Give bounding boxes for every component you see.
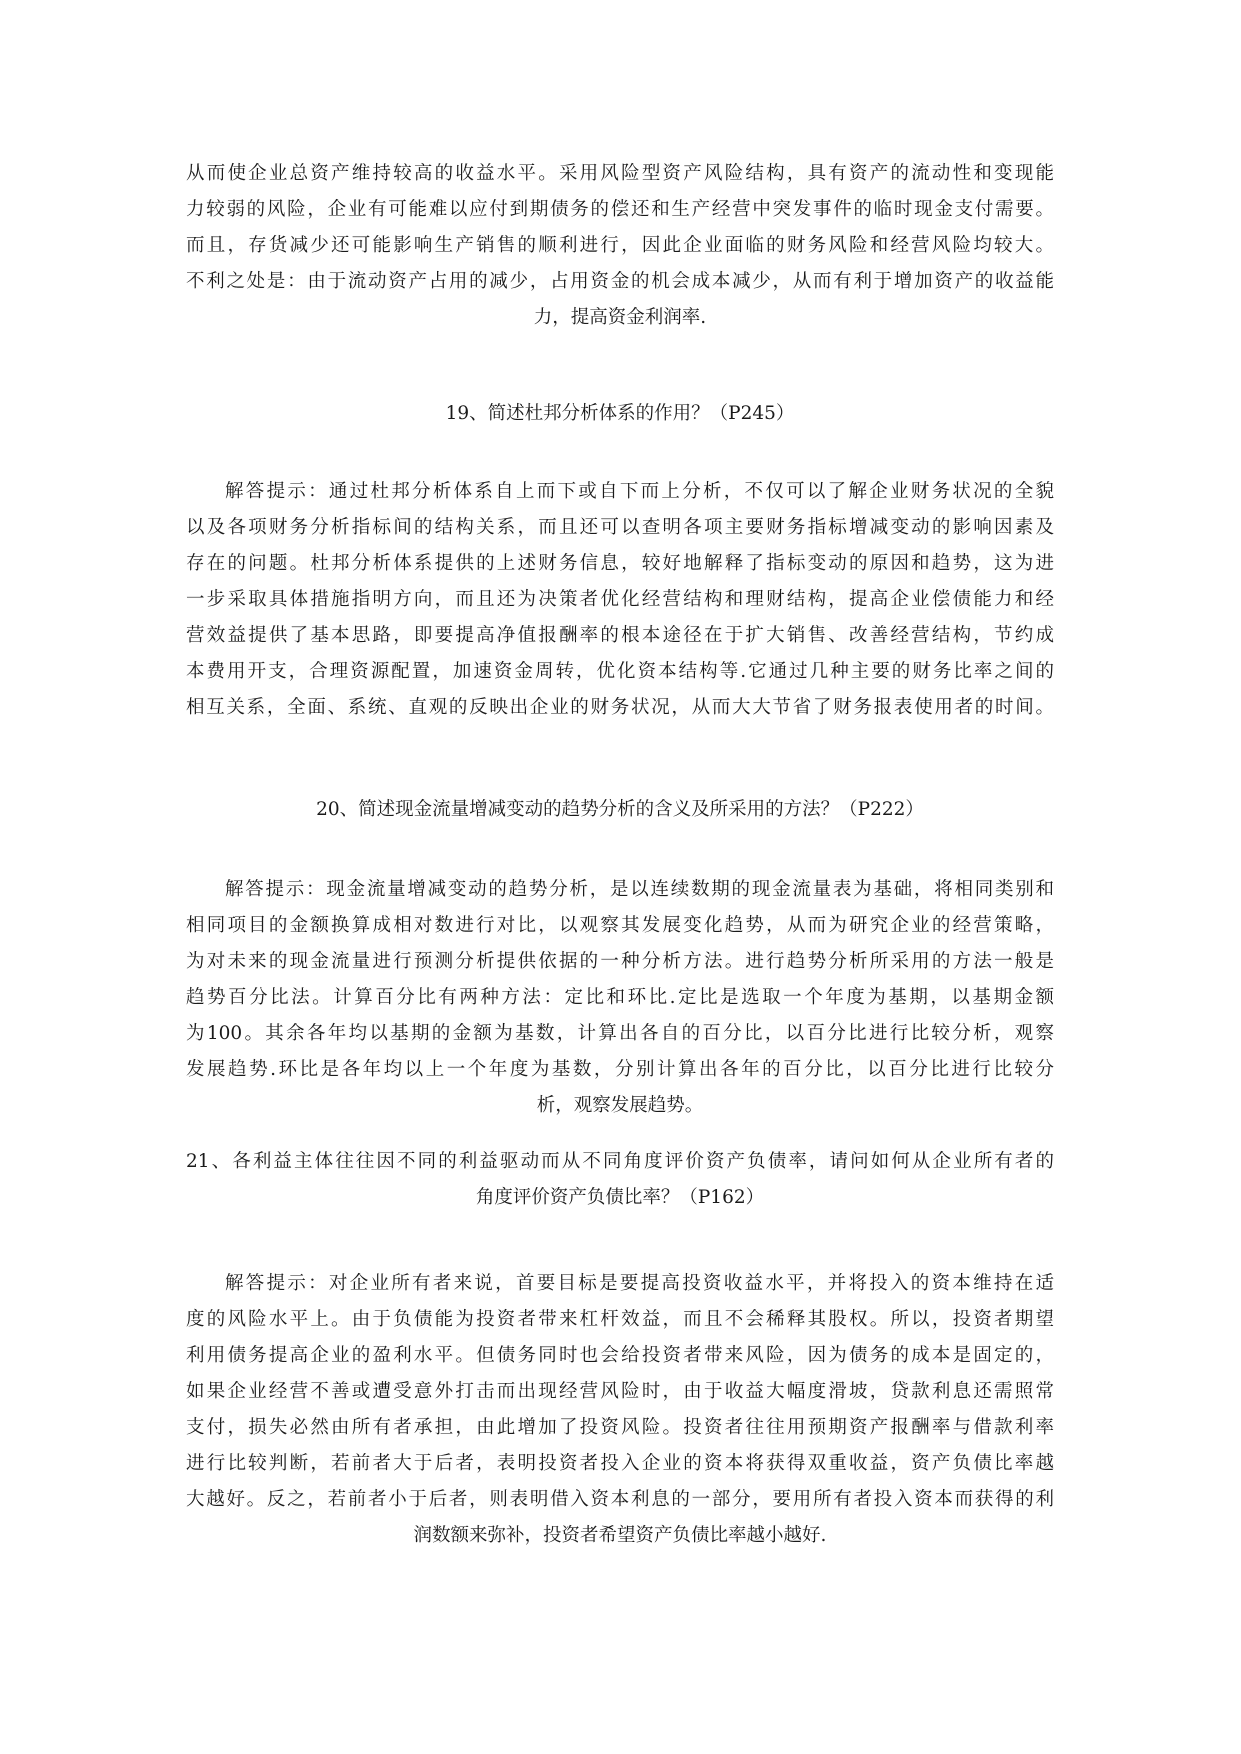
paragraph-line: 相互关系，全面、系统、直观的反映出企业的财务状况，从而大大节省了财务报表使用者的时间。 xyxy=(186,697,1054,718)
paragraph-line: 一步采取具体措施指明方向，而且还为决策者优化经营结构和理财结构，提高企业偿债能力和经 xyxy=(186,589,1054,610)
paragraph-line: 为100。其余各年均以基期的金额为基数，计算出各自的百分比，以百分比进行比较分析，观察 xyxy=(186,1023,1054,1044)
paragraph-line: 析，观察发展趋势。 xyxy=(536,1095,704,1116)
paragraph-line: 力，提高资金利润率. xyxy=(533,307,707,328)
paragraph-line: 趋势百分比法。计算百分比有两种方法：定比和环比.定比是选取一个年度为基期，以基期金额 xyxy=(186,987,1054,1008)
heading-line: 角度评价资产负债比率？（P162） xyxy=(475,1187,765,1208)
paragraph-line: 营效益提供了基本思路，即要提高净值报酬率的根本途径在于扩大销售、改善经营结构，节约成 xyxy=(186,625,1054,646)
question-20-heading: 20、简述现金流量增减变动的趋势分析的含义及所采用的方法？（P222） xyxy=(316,799,924,820)
question-20-answer xyxy=(186,872,1054,1124)
paragraph-line: 度的风险水平上。由于负债能为投资者带来杠杆效益，而且不会稀释其股权。所以，投资者期望 xyxy=(186,1309,1054,1330)
paragraph-line: 大越好。反之，若前者小于后者，则表明借入资本利息的一部分，要用所有者投入资本而获得的利 xyxy=(186,1489,1054,1510)
paragraph-line: 发展趋势.环比是各年均以上一个年度为基数，分别计算出各年的百分比，以百分比进行比较分 xyxy=(186,1059,1054,1080)
heading-line: 21、各利益主体往往因不同的利益驱动而从不同角度评价资产负债率，请问如何从企业所有者的 xyxy=(186,1151,1054,1172)
paragraph-line: 为对未来的现金流量进行预测分析提供依据的一种分析方法。进行趋势分析所采用的方法一般是 xyxy=(186,951,1054,972)
paragraph-line: 不利之处是：由于流动资产占用的减少，占用资金的机会成本减少，从而有利于增加资产的收益能 xyxy=(186,271,1054,292)
paragraph-line: 解答提示：对企业所有者来说，首要目标是要提高投资收益水平，并将投入的资本维持在适 xyxy=(225,1273,1054,1294)
question-19-answer xyxy=(186,474,1054,726)
paragraph-line: 存在的问题。杜邦分析体系提供的上述财务信息，较好地解释了指标变动的原因和趋势，这为进 xyxy=(186,553,1054,574)
paragraph-line: 本费用开支，合理资源配置，加速资金周转，优化资本结构等.它通过几种主要的财务比率之间的 xyxy=(186,661,1054,682)
paragraph-line: 从而使企业总资产维持较高的收益水平。采用风险型资产风险结构，具有资产的流动性和变现能 xyxy=(186,163,1054,184)
paragraph-line: 相同项目的金额换算成相对数进行对比，以观察其发展变化趋势，从而为研究企业的经营策略， xyxy=(186,915,1054,936)
paragraph-line: 润数额来弥补，投资者希望资产负债比率越小越好. xyxy=(413,1525,827,1546)
paragraph-line: 而且，存货减少还可能影响生产销售的顺利进行，因此企业面临的财务风险和经营风险均较大。 xyxy=(186,235,1054,256)
paragraph-line: 解答提示：通过杜邦分析体系自上而下或自下而上分析，不仅可以了解企业财务状况的全貌 xyxy=(225,481,1054,502)
paragraph-line: 利用债务提高企业的盈利水平。但债务同时也会给投资者带来风险，因为债务的成本是固定的， xyxy=(186,1345,1054,1366)
question-21-heading xyxy=(186,1144,1054,1216)
intro-paragraph xyxy=(186,156,1054,336)
paragraph-line: 如果企业经营不善或遭受意外打击而出现经营风险时，由于收益大幅度滑坡，贷款利息还需照常 xyxy=(186,1381,1054,1402)
paragraph-line: 力较弱的风险，企业有可能难以应付到期债务的偿还和生产经营中突发事件的临时现金支付需要。 xyxy=(186,199,1054,220)
paragraph-line: 支付，损失必然由所有者承担，由此增加了投资风险。投资者往往用预期资产报酬率与借款利率 xyxy=(186,1417,1054,1438)
question-21-answer xyxy=(186,1266,1054,1554)
paragraph-line: 进行比较判断，若前者大于后者，表明投资者投入企业的资本将获得双重收益，资产负债比率越 xyxy=(186,1453,1054,1474)
paragraph-line: 解答提示：现金流量增减变动的趋势分析，是以连续数期的现金流量表为基础，将相同类别和 xyxy=(225,879,1054,900)
paragraph-line: 以及各项财务分析指标间的结构关系，而且还可以查明各项主要财务指标增减变动的影响因素及 xyxy=(186,517,1054,538)
question-19-heading: 19、简述杜邦分析体系的作用？（P245） xyxy=(445,403,795,424)
